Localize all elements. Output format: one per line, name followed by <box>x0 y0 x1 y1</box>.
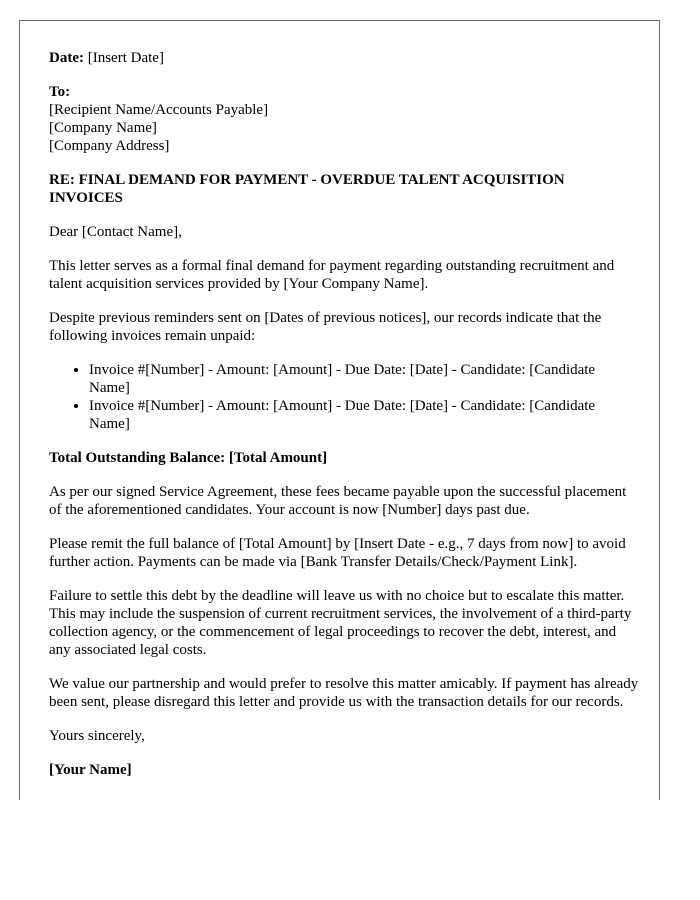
signature-name: [Your Name] <box>49 762 132 778</box>
failure-paragraph: Failure to settle this debt by the deadline will leave us with no choice but to escalate this matter. This may include the suspension of current recruitment services, the involvement of a third-party collection agency, or the commencement of legal proceedings to recover the debt, interest, and any associated legal costs. <box>49 588 632 658</box>
subject-line: RE: FINAL DEMAND FOR PAYMENT - OVERDUE TALENT ACQUISITION INVOICES <box>49 172 565 206</box>
letter-page <box>19 20 660 800</box>
invoice-item: • Invoice #[Number] - Amount: [Amount] - Due Date: [Date] - Candidate: [Candidate Name] <box>89 361 639 397</box>
recipient-block <box>49 83 639 155</box>
date-label: Date: <box>49 50 84 66</box>
closing: Yours sincerely, <box>49 728 145 744</box>
total-outstanding: Total Outstanding Balance: [Total Amount] <box>49 450 328 466</box>
agreement-paragraph: As per our signed Service Agreement, these fees became payable upon the successful placement of the aforementioned candidates. Your account is now [Number] days past due. <box>49 484 627 518</box>
partnership-paragraph: We value our partnership and would prefer to resolve this matter amicably. If payment has already been sent, please disregard this letter and provide us with the transaction details for our records. <box>49 676 639 710</box>
letter-body <box>49 49 639 795</box>
to-label: To: <box>49 84 71 100</box>
invoice-item: • Invoice #[Number] - Amount: [Amount] - Due Date: [Date] - Candidate: [Candidate Name] <box>89 397 639 433</box>
remit-paragraph: Please remit the full balance of [Total Amount] by [Insert Date - e.g., 7 days from now] to avoid further action. Payments can be made via [Bank Transfer Details/Check/Payment Link]. <box>49 536 626 570</box>
salutation: Dear [Contact Name], <box>49 224 182 240</box>
invoice-list <box>49 361 639 433</box>
recipient-company: [Company Name] <box>49 120 157 136</box>
date-value: [Insert Date] <box>87 50 164 66</box>
recipient-address: [Company Address] <box>49 138 170 154</box>
reminder-paragraph: Despite previous reminders sent on [Dates of previous notices], our records indicate that the following invoices remain unpaid: <box>49 310 602 344</box>
date-line <box>49 49 639 67</box>
intro-paragraph: This letter serves as a formal final demand for payment regarding outstanding recruitment and talent acquisition services provided by [Your Company Name]. <box>49 258 615 292</box>
recipient-name: [Recipient Name/Accounts Payable] <box>49 102 269 118</box>
